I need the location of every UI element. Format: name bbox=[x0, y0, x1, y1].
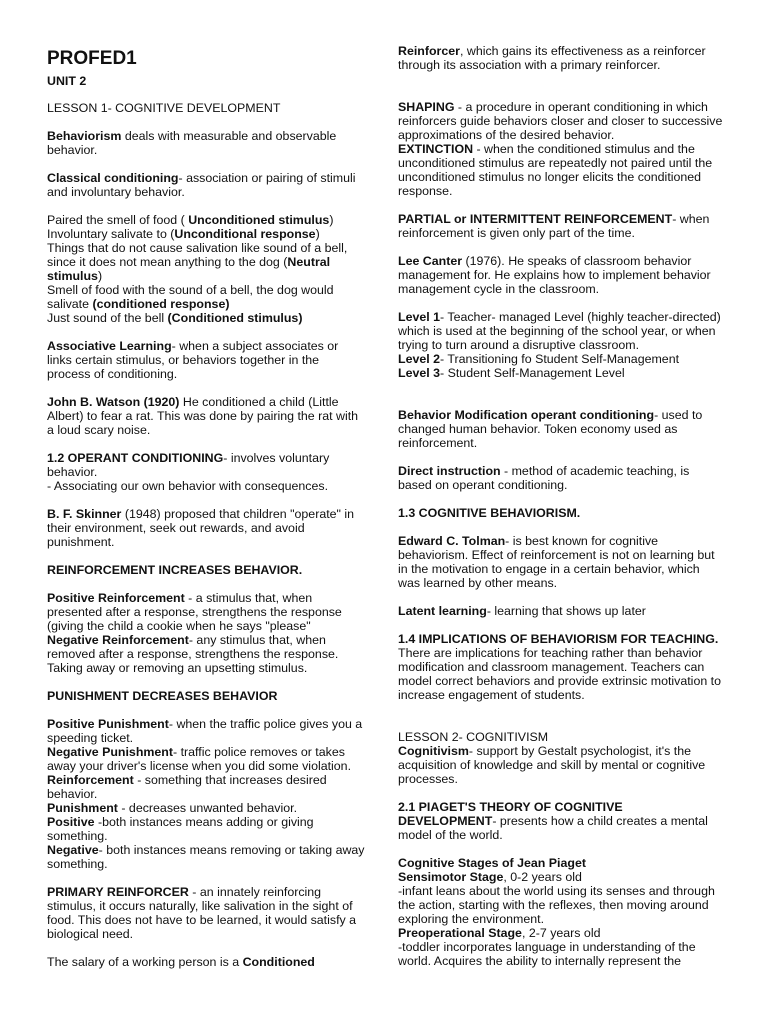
body-text: - Student Self-Management Level bbox=[440, 366, 625, 380]
left-paragraph bbox=[47, 101, 365, 115]
right-paragraph bbox=[398, 464, 724, 492]
bold-text: Positive bbox=[47, 815, 95, 829]
bold-text: Negative bbox=[47, 843, 99, 857]
body-text: -toddler incorporates language in understanding of the world. Acquires the ability to internally represent the bbox=[398, 940, 696, 968]
bold-text: Cognitive Stages of Jean Piaget bbox=[398, 856, 586, 870]
right-paragraph bbox=[398, 506, 724, 520]
left-paragraph bbox=[47, 689, 365, 703]
left-paragraph bbox=[47, 717, 365, 871]
body-text: - Associating our own behavior with consequences. bbox=[47, 479, 329, 493]
right-paragraph bbox=[398, 212, 724, 240]
left-paragraph bbox=[47, 885, 365, 941]
bold-text: 2.1 PIAGET'S THEORY OF COGNITIVE DEVELOPMENT bbox=[398, 800, 623, 828]
body-text: , which gains its effectiveness as a reinforcer through its association with a primary reinforcer. bbox=[398, 44, 706, 72]
body-text: ) bbox=[97, 269, 103, 283]
bold-text: Unconditional response bbox=[174, 227, 316, 241]
body-text: deals with measurable and observable behavior. bbox=[47, 129, 337, 157]
bold-text: Sensimotor Stage bbox=[398, 870, 504, 884]
body-text: - when the conditioned stimulus and the unconditioned stimulus are repeatedly not paired until the unconditioned stimulus no longer elicits the conditioned response. bbox=[398, 142, 713, 198]
body-text: - used to changed human behavior. Token economy used as reinforcement. bbox=[398, 408, 703, 450]
bold-text: Level 2 bbox=[398, 352, 441, 366]
bold-text: SHAPING bbox=[398, 100, 455, 114]
bold-text: Positive Reinforcement bbox=[47, 591, 185, 605]
body-text: He conditioned a child (Little Albert) to fear a rat. This was done by pairing the rat with a loud scary noise. bbox=[47, 395, 359, 437]
bold-text: Level 1 bbox=[398, 310, 441, 324]
body-text: - Transitioning fo Student Self-Management bbox=[440, 352, 680, 366]
body-text: Smell of food with the sound of a bell, the dog would salivate bbox=[47, 283, 334, 311]
body-text: There are implications for teaching rather than behavior modification and classroom management. Teachers can model correct behaviors and provide extrinsic motivation to increase engagement of students. bbox=[398, 646, 721, 702]
right-paragraph bbox=[398, 800, 724, 842]
left-paragraph bbox=[47, 129, 365, 157]
body-text: - method of academic teaching, is based on operant conditioning. bbox=[398, 464, 690, 492]
body-text: - involves voluntary behavior. bbox=[47, 451, 330, 479]
body-text: -infant leans about the world using its senses and through the action, starting with the reflexes, then moving around exploring the environment. bbox=[398, 884, 715, 926]
body-text: - Teacher- managed Level (highly teacher-directed) which is used at the beginning of the school year, or when trying to turn around a disruptive classroom. bbox=[398, 310, 721, 352]
right-paragraph bbox=[398, 632, 724, 702]
bold-text: Unconditioned stimulus bbox=[188, 213, 330, 227]
body-text: - association or pairing of stimuli and involuntary behavior. bbox=[47, 171, 356, 199]
right-paragraph bbox=[398, 730, 724, 786]
body-text: - something that increases desired behavior. bbox=[47, 773, 327, 801]
right-paragraph bbox=[398, 604, 724, 618]
left-paragraph bbox=[47, 451, 365, 493]
bold-text: Behaviorism bbox=[47, 129, 122, 143]
body-text: (1948) proposed that children "operate" in their environment, seek out rewards, and avoid punishment. bbox=[47, 507, 355, 549]
bold-text: Negative Reinforcement bbox=[47, 633, 189, 647]
bold-text: Negative Punishment bbox=[47, 745, 173, 759]
bold-text: Behavior Modification operant conditioning bbox=[398, 408, 655, 422]
right-paragraph bbox=[398, 254, 724, 296]
bold-text: 1.4 IMPLICATIONS OF BEHAVIORISM FOR TEACHING. bbox=[398, 632, 719, 646]
bold-text: Reinforcer bbox=[398, 44, 460, 58]
body-text: -both instances means adding or giving something. bbox=[47, 815, 314, 843]
body-text: LESSON 2- COGNITIVISM bbox=[398, 730, 549, 744]
body-text: - traffic police removes or takes away your driver's license when you did some violation. bbox=[47, 745, 352, 773]
right-paragraph bbox=[398, 100, 724, 198]
bold-text: Direct instruction bbox=[398, 464, 501, 478]
bold-text: REINFORCEMENT INCREASES BEHAVIOR. bbox=[47, 563, 303, 577]
body-text: LESSON 1- COGNITIVE DEVELOPMENT bbox=[47, 101, 281, 115]
body-text: - a procedure in operant conditioning in which reinforcers guide behaviors closer and closer to successive approximations of the desired behavior. bbox=[398, 100, 723, 142]
bold-text: Reinforcement bbox=[47, 773, 134, 787]
bold-text: (conditioned response) bbox=[92, 297, 230, 311]
bold-text: Latent learning bbox=[398, 604, 487, 618]
right-paragraph bbox=[398, 408, 724, 450]
body-text: Involuntary salivate to ( bbox=[47, 227, 175, 241]
bold-text: (Conditioned stimulus) bbox=[167, 311, 303, 325]
body-text: - when the traffic police gives you a speeding ticket. bbox=[47, 717, 363, 745]
bold-text: Conditioned bbox=[242, 955, 315, 969]
bold-text: Punishment bbox=[47, 801, 118, 815]
left-paragraph bbox=[47, 395, 365, 437]
bold-text: Classical conditioning bbox=[47, 171, 179, 185]
left-paragraph bbox=[47, 591, 365, 675]
body-text: - an innately reinforcing stimulus, it occurs naturally, like salivation in the sight of food. This does not have to be learned, it would satisfy a biological need. bbox=[47, 885, 357, 941]
bold-text: Edward C. Tolman bbox=[398, 534, 506, 548]
body-text: The salary of a working person is a bbox=[47, 955, 243, 969]
document-title: PROFED1 bbox=[47, 48, 137, 69]
left-paragraph bbox=[47, 955, 365, 969]
right-paragraph bbox=[398, 44, 724, 72]
body-text: - is best known for cognitive behaviorism. Effect of reinforcement is not on learning but in the motivation to engage in a certain behavior, which was learned by other means. bbox=[398, 534, 715, 590]
bold-text: PRIMARY REINFORCER bbox=[47, 885, 189, 899]
body-text: ) bbox=[329, 213, 334, 227]
left-paragraph bbox=[47, 213, 365, 325]
bold-text: Lee Canter bbox=[398, 254, 463, 268]
bold-text: 1.3 COGNITIVE BEHAVIORISM. bbox=[398, 506, 581, 520]
body-text: (1976). He speaks of classroom behavior management for. He explains how to implement behavior management cycle in the classroom. bbox=[398, 254, 711, 296]
body-text: - learning that shows up later bbox=[486, 604, 646, 618]
right-paragraph bbox=[398, 856, 724, 968]
left-paragraph bbox=[47, 507, 365, 549]
bold-text: PUNISHMENT DECREASES BEHAVIOR bbox=[47, 689, 278, 703]
left-paragraph bbox=[47, 563, 365, 577]
body-text: - when reinforcement is given only part of the time. bbox=[398, 212, 710, 240]
right-paragraph bbox=[398, 534, 724, 590]
body-text: Things that do not cause salivation like sound of a bell, since it does not mean anything to the dog ( bbox=[47, 241, 348, 269]
bold-text: Cognitivism bbox=[398, 744, 469, 758]
bold-text: EXTINCTION bbox=[398, 142, 474, 156]
unit-heading: UNIT 2 bbox=[47, 74, 87, 88]
body-text: - any stimulus that, when removed after a response, strengthens the response. Taking away or removing an upsetting stimulus. bbox=[47, 633, 339, 675]
body-text: - both instances means removing or taking away something. bbox=[47, 843, 365, 871]
body-text: , 0-2 years old bbox=[503, 870, 582, 884]
bold-text: B. F. Skinner bbox=[47, 507, 122, 521]
body-text: - a stimulus that, when presented after a response, strengthens the response (giving the child a cookie when he says "please" bbox=[47, 591, 342, 633]
bold-text: Preoperational Stage bbox=[398, 926, 522, 940]
body-text: - support by Gestalt psychologist, it's the acquisition of knowledge and skill by mental or cognitive processes. bbox=[398, 744, 706, 786]
bold-text: Associative Learning bbox=[47, 339, 172, 353]
left-paragraph bbox=[47, 339, 365, 381]
left-paragraph bbox=[47, 171, 365, 199]
body-text: - presents how a child creates a mental model of the world. bbox=[398, 814, 708, 842]
body-text: ) bbox=[315, 227, 320, 241]
body-text: , 2-7 years old bbox=[521, 926, 601, 940]
body-text: - decreases unwanted behavior. bbox=[117, 801, 298, 815]
right-paragraph bbox=[398, 310, 724, 380]
bold-text: Positive Punishment bbox=[47, 717, 169, 731]
body-text: Just sound of the bell bbox=[47, 311, 168, 325]
bold-text: Level 3 bbox=[398, 366, 441, 380]
bold-text: Neutral stimulus bbox=[47, 255, 331, 283]
bold-text: PARTIAL or INTERMITTENT REINFORCEMENT bbox=[398, 212, 673, 226]
bold-text: 1.2 OPERANT CONDITIONING bbox=[47, 451, 224, 465]
body-text: - when a subject associates or links certain stimulus, or behaviors together in the process of conditioning. bbox=[47, 339, 339, 381]
bold-text: John B. Watson (1920) bbox=[47, 395, 180, 409]
body-text: Paired the smell of food ( bbox=[47, 213, 189, 227]
